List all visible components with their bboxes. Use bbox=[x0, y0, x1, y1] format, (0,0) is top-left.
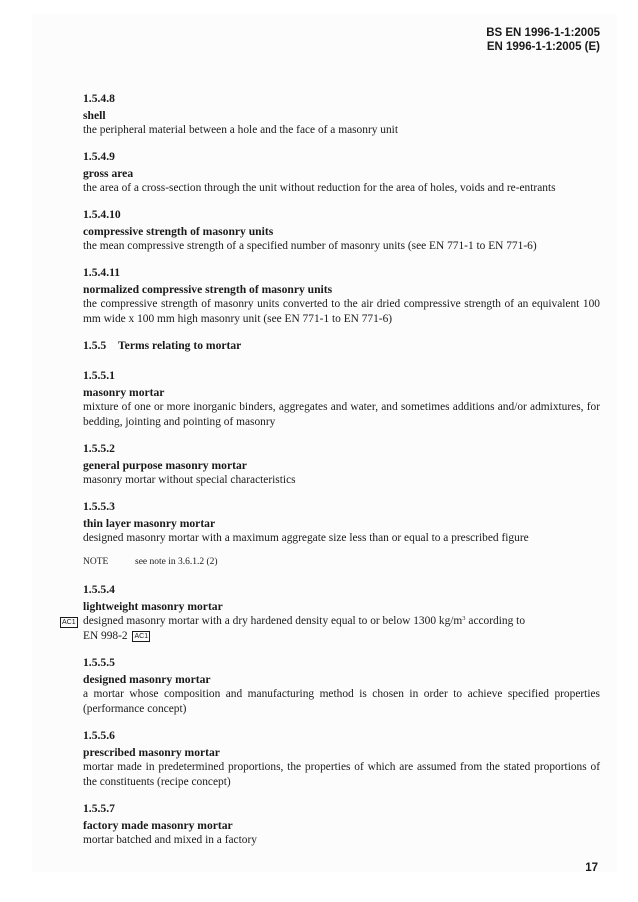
note-label: NOTE bbox=[83, 557, 109, 567]
term-definition: masonry mortar without special characteristics bbox=[83, 474, 296, 486]
term-name: masonry mortar bbox=[83, 386, 165, 399]
definition-entry bbox=[83, 368, 600, 430]
page-number: 17 bbox=[585, 862, 598, 874]
clause-number: 1.5.4.10 bbox=[83, 208, 121, 221]
amendment-end-marker: AC1 bbox=[134, 633, 149, 640]
term-definition bbox=[62, 614, 600, 644]
clause-number: 1.5.5.3 bbox=[83, 500, 115, 513]
term-name: lightweight masonry mortar bbox=[83, 600, 223, 613]
term-definition: designed masonry mortar with a maximum aggregate size less than or equal to a prescribed figure bbox=[83, 532, 529, 544]
clause-number: 1.5.5.1 bbox=[83, 369, 115, 382]
term-definition: the peripheral material between a hole and the face of a masonry unit bbox=[83, 124, 398, 136]
term-definition: mortar batched and mixed in a factory bbox=[83, 834, 257, 846]
clause-number: 1.5.4.8 bbox=[83, 92, 115, 105]
term-name: compressive strength of masonry units bbox=[83, 225, 274, 238]
definition-text-end: according to bbox=[465, 615, 526, 627]
clause-number: 1.5.4.11 bbox=[83, 266, 121, 279]
term-name: factory made masonry mortar bbox=[83, 819, 233, 832]
clause-number: 1.5.5.2 bbox=[83, 442, 115, 455]
standard-reference: BS EN 1996-1-1:2005 bbox=[486, 27, 600, 39]
superscript: 3 bbox=[462, 615, 466, 622]
clause-number: 1.5.5.7 bbox=[83, 802, 115, 815]
document-header bbox=[486, 26, 600, 54]
section-title: Terms relating to mortar bbox=[118, 339, 242, 352]
term-definition: mortar made in predetermined proportions, the properties of which are assumed from the stated proportions of the constituents (recipe concept) bbox=[83, 761, 600, 788]
definition-text-line2: EN 998-2 bbox=[83, 630, 128, 642]
definition-entry bbox=[83, 655, 600, 717]
term-definition: a mortar whose composition and manufacturing method is chosen in order to achieve specified properties (performance concept) bbox=[83, 688, 600, 715]
definition-entry bbox=[83, 499, 600, 546]
term-definition: the mean compressive strength of a specified number of masonry units (see EN 771-1 to EN 771-6) bbox=[83, 240, 537, 252]
definition-entry bbox=[83, 91, 600, 138]
clause-number: 1.5.5.6 bbox=[83, 729, 115, 742]
section-number: 1.5.5 bbox=[83, 339, 107, 352]
term-name: gross area bbox=[83, 167, 134, 180]
amendment-start-marker: AC1 bbox=[62, 619, 76, 626]
term-definition: mixture of one or more inorganic binders, aggregates and water, and sometimes additions and/or admixtures, for bedding, jointing and pointing of masonry bbox=[83, 401, 600, 428]
term-name: prescribed masonry mortar bbox=[83, 746, 220, 759]
clause-number: 1.5.4.9 bbox=[83, 150, 115, 163]
term-definition: the area of a cross-section through the unit without reduction for the area of holes, voids and re-entrants bbox=[83, 182, 556, 194]
clause-number: 1.5.5.5 bbox=[83, 656, 115, 669]
term-name: designed masonry mortar bbox=[83, 673, 211, 686]
definition-entry bbox=[83, 441, 600, 488]
definition-entry bbox=[83, 801, 600, 848]
definition-entry bbox=[83, 265, 600, 327]
definition-entry bbox=[83, 207, 600, 254]
terms-group-units bbox=[83, 91, 600, 327]
term-name: shell bbox=[83, 109, 106, 122]
term-name: thin layer masonry mortar bbox=[83, 517, 216, 530]
definition-entry bbox=[83, 728, 600, 790]
terms-group-mortar bbox=[62, 368, 600, 848]
note bbox=[83, 555, 600, 570]
term-name: normalized compressive strength of masonry units bbox=[83, 283, 333, 296]
definition-text: designed masonry mortar with a dry hardened density equal to or below 1300 kg/m bbox=[83, 615, 463, 627]
term-definition: the compressive strength of masonry units converted to the air dried compressive strength of an equivalent 100 mm wide x 100 mm high masonry unit (see EN 771-1 to EN 771-6) bbox=[83, 298, 600, 325]
definition-entry bbox=[83, 149, 600, 196]
standard-reference-english: EN 1996-1-1:2005 (E) bbox=[486, 41, 600, 53]
definition-entry-amended bbox=[62, 582, 600, 644]
document-body bbox=[62, 91, 600, 859]
section-heading bbox=[83, 338, 600, 353]
term-name: general purpose masonry mortar bbox=[83, 459, 247, 472]
note-text: see note in 3.6.1.2 (2) bbox=[135, 557, 218, 567]
clause-number: 1.5.5.4 bbox=[83, 583, 115, 596]
